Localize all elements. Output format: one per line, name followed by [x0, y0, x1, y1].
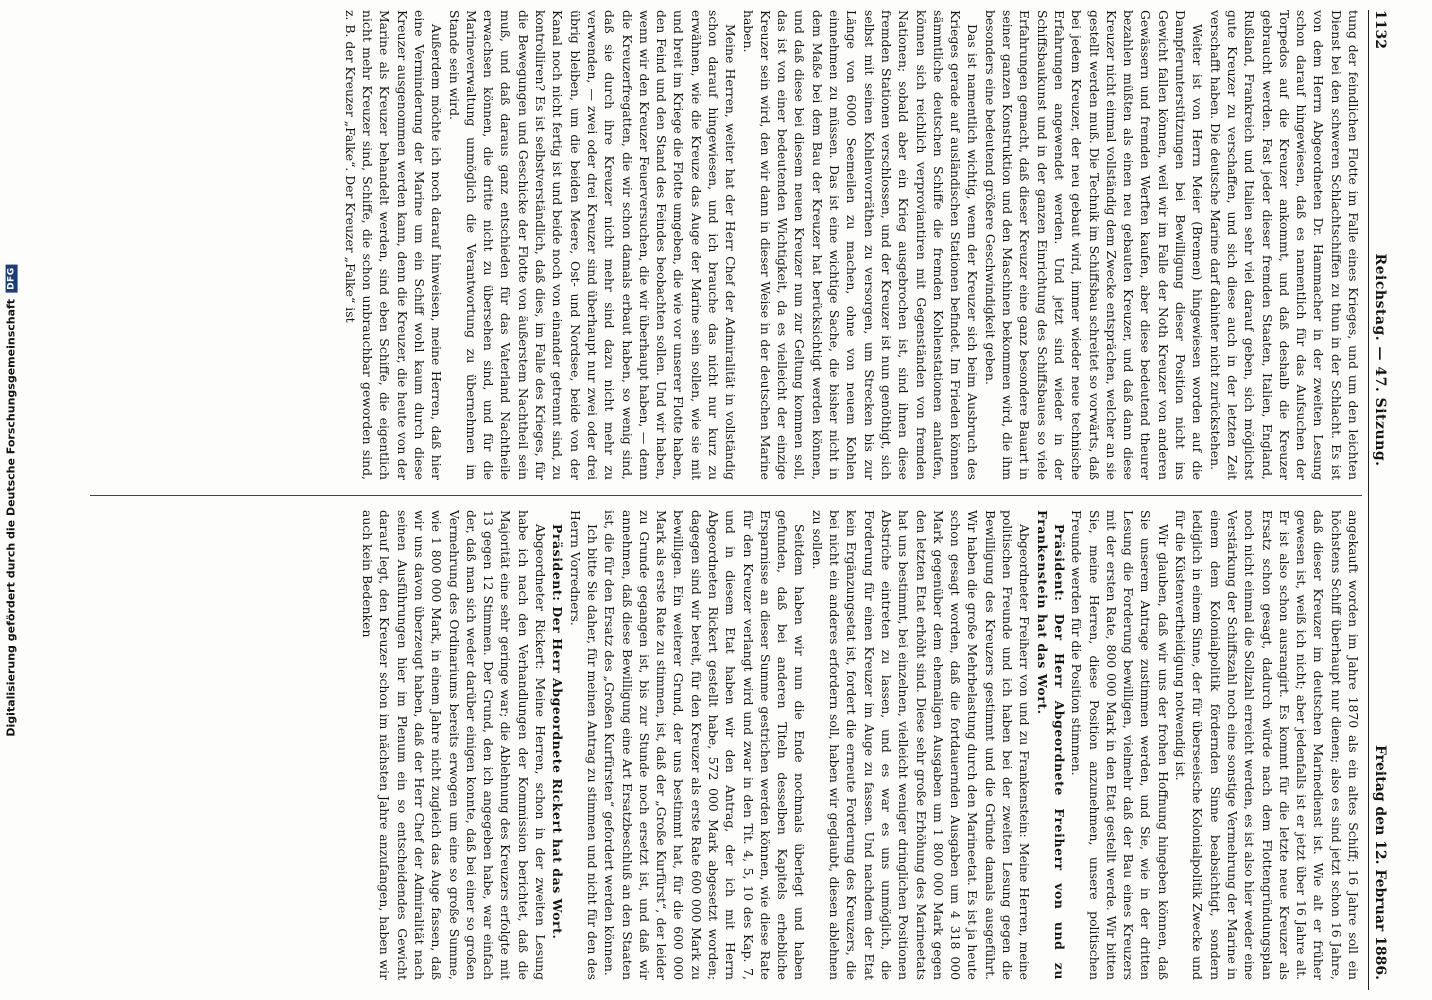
- paragraph: Ich bitte Sie daher, für meinen Antrag zu stimmen und nicht für den des Herrn Vorredners.: [567, 510, 600, 980]
- right-column: [80, 510, 1362, 980]
- page-header: [1368, 10, 1402, 990]
- session-date: Freitag den 12. Februar 1886.: [1372, 744, 1388, 980]
- speaker-paragraph: Präsident: Der Herr Abgeordnete Rickert hat das Wort.: [550, 524, 566, 940]
- digitization-credit: [0, 0, 22, 1000]
- paragraph: Das ist namentlich wichtig, wenn der Kreuzer sich beim Ausbruch des Krieges gerade auf ausländischen Stationen befindet. Im Frieden können sämmtliche deutschen Schiffe die fremden Kohlenstationen anlaufen, können sich reichlich verproviantiren mit Gegenständen von fremden Nationen; sobald aber ein Krieg ausgebrochen ist, sind ihnen diese fremden Stationen verschlossen, und der Kreuzer ist nun genöthigt, sich selbst mit seinen Kohlenvorräthen zu versorgen, um Strecken bis zur Länge von 6000 Seemeilen zu machen, ohne von neuem Kohlen einnehmen zu müssen. Das ist eine wichtige Sache, die bisher nicht in dem Maße bei dem Bau der Kreuzer hat berücksichtigt werden können, und daß diese bei diesem neuen Kreuzer nun zur Geltung kommen soll, das ist von einer bedeutenden Wichtigkeit, da es vielleicht der einzige Kreuzer sein wird, den wir dann in dieser Weise in der deutschen Marine haben.: [740, 10, 981, 480]
- page-body: [80, 10, 1402, 990]
- paragraph: angekauft worden im Jahre 1870 als ein altes Schiff; 16 Jahre soll ein höchstens Schiff überhaupt nur dienen; also es sind jetzt schon 16 Jahre, daß dieser Kreuzer im deutschen Marinedienst ist. Wie alt er früher gewesen ist, weiß ich nicht; aber jedenfalls ist er jetzt über 16 Jahre alt. Er ist also schon ausrangirt. Es kommt für die letzte neue Kreuzer als Ersatz schon gesagt, dadurch würde nach dem Flottengründungsplan noch nicht einmal die Sollzahl erreicht werden, es ist also hier weder eine Verstärkung der Schiffszahl noch eine sonstige Vermehrung der Marine in einem dem Kolonialpolitik fördernden Sinne beabsichtigt, sondern lediglich in einem Sinne, der für überseeische Kolonialpolitik Zwecke und für die Küstenvertheidigung notwendig ist.: [1173, 510, 1361, 980]
- paragraph: Meine Herren, weiter hat der Herr Chef der Admiralität in vollständig schon darauf hingewiesen, und ich brauche das nicht nur kurz zu erwähnen, wie die Kreuze das Auge der Marine sein sollen, wie sie mit und breit im Kriege die Flotte umgeben, die wie vor unserer Flotte haben, den Feind und den Stand des Feindes beobachten sollen. Und wir haben, wenn wir den Kreuzer Feuerversuchen, die wir überhaupt haben, — denn die Kreuzerfregatten, die wir schon damals erbaut haben, so wenig sind, daß sie durch ihre Kreuzer nicht mehr sind dazu nicht mehr zu verwenden, — zwei oder drei Kreuzer sind überhaupt nur zwei oder drei übrig bleiben, um die beiden Meere, Ost- und Nordsee, beide von der Kanal noch nicht fertig ist und beide noch von einander getrennt sind, zu kontrolliren? Es ist selbstverständlich, daß dies, im Falle des Krieges, für die Bewegungen und Geschicke der Flotte von äußerstem Nachtheil sein muß, und daß daraus ganz entschieden für das Vaterland Nachtheile erwachsen können, die dritte nicht zu übersehen sind, und für die Marineverwaltung unmöglich die Verantwortung zu übernehmen im Stande sein wird.: [446, 10, 739, 480]
- paragraph: tung der feindlichen Flotte im Falle eines Krieges, und um den leichten Dienst bei den schweren Schlachtschiffen zu thun in der Schlacht. Es ist von dem Herrn Abgeordneten Dr. Hammacher in der zweiten Lesung schon darauf hingewiesen, daß es namentlich für das Aufsuchen der Torpedos auf die Kreuzer ankommt, und daß deshalb die Kreuzer gebraucht werden. Fast jeder dieser fremden Staaten, Italien, England, Rußland, Frankreich und Italien sehr viel darauf geben, sich möglichst gute Kreuzer zu verschaffen, und sich diese auch in der letzten Zeit verschafft haben. Die deutsche Marine darf dahinter nicht zurückstehen.: [1207, 10, 1361, 480]
- credit-text: Digitalisierung gefördert durch die Deutsche Forschungsgemeinschaft: [4, 298, 18, 737]
- running-title: Reichstag. — 47. Sitzung.: [1372, 253, 1388, 467]
- speaker-paragraph: Präsident: Der Herr Abgeordnete Freiherr von und zu Frankenstein hat das Wort.: [1034, 510, 1067, 980]
- page-number: 1132: [1372, 10, 1388, 49]
- paragraph: Außerdem möchte ich noch darauf hinweisen, meine Herren, daß hier eine Verminderung der Marine um ein Schiff wohl kaum durch diese Kreuzer ausgenommen werden kann, denn die Kreuzer, die heute von der Marine als Kreuzer behandelt werden, sind eben Schiffe, die eigentlich nicht mehr Kreuzer sind, Schiffe, die schon unbrauchbar geworden sind, z. B. der Kreuzer „Falke“. Der Kreuzer „Falke“ ist: [342, 10, 445, 480]
- paragraph: Wir glauben, daß wir uns der frohen Hoffnung hingeben können, daß Sie unserem Antrage zustimmen werden, und Sie, wie in der dritten Lesung die Forderung bewilligen, vielmehr daß der Bau eines Kreuzers mit der ersten Rate, 800 000 Mark in den Etat gestellt werde. Wir bitten Sie, meine Herren, diese Position anzunehmen, unsere politischen Freunde werden für die Position stimmen.: [1069, 510, 1171, 980]
- paragraph: Weiter ist von Herrn Meier (Bremen) hingewiesen worden auf die Dampferunterstützungen bei Bewilligung dieser Position nicht ins Gewicht fallen können, weil wir im Falle der Noth Kreuzer von anderen Gewässern und fremden Werften kaufen, aber diese bedeutend theurer bezahlen müßten als einen neu gebauten Kreuzer, und daß dann diese Kreuzer nicht einmal vollständig dem Zwecke entsprächen, welcher an sie gestellt werden muß. Die Technik im Schiffsbau schreitet so vorwärts, daß bei jedem Kreuzer, der neu gebaut wird, immer wieder neue technische Erfahrungen angewendet werden. Und jetzt sind wieder in der Schiffsbaukunst und in der ganzen Einrichtung des Schiffsbaues so viele Erfahrungen gemacht, daß dieser Kreuzer eine ganz besondere Bauart in seiner ganzen Konstruktion und den Maschinen bekommen wird, die ihm besonders eine bedeutend größere Geschwindigkeit geben.: [982, 10, 1206, 480]
- column-divider: [90, 495, 1362, 496]
- paragraph: Abgeordneter Freiherr von und zu Frankenstein: Meine Herren, meine politischen Freunde und ich haben bei der zweiten Lesung gegen die Bewilligung des Kreuzers gestimmt und die Gründe damals ausgeführt. Wir haben die große Mehrbelastung durch den Marineetat. Es ist ja heute schon gesagt worden, daß die fortdauernden Ausgaben um 4 318 000 Mark gegenüber dem ehemaligen Ausgaben um 1 800 000 Mark gegen den letzten Etat erhöht sind. Diese sehr große Erhöhung des Marineetats hat uns bestimmt, bei einzelnen, vielleicht weniger dringlichen Positionen Abstriche eintreten zu lassen, und es war es uns unmöglich, die Forderung für einen Kreuzer im Auge zu fassen. Und nachdem der Etat kein Ergänzungsetat ist, fordert die erneute Forderung des Kreuzers, die bei nicht ein anderes erfordern soll, haben wir geglaubt, diesen ablehnen zu sollen.: [809, 510, 1033, 980]
- paragraph: Seitdem haben wir nun die Ende nochmals überlegt und haben gefunden, daß bei anderen Titeln desselben Kapitels erhebliche Ersparnisse an dieser Summe gestrichen werden können, wie diese Rate für den Kreuzer verlangt wird und zwar in den Tit. 4, 5, 10 des Kap. 7, und in diesem Etat haben wir den Antrag, der ich mit Herrn Abgeordneten Rickert gestellt habe, 572 000 Mark abgesetzt worden; dagegen sind wir bereit, für den Kreuzer als erste Rate 600 000 Mark zu bewilligen. Ein weiterer Grund, der uns bestimmt hat, für die 600 000 Mark als erste Rate zu stimmen, ist, daß der „Große Kurfürst“, der leider zu Grunde gegangen ist, bis zur Stunde noch ersetzt ist, und daß wir annehmen, daß diese Bewilligung eine Art Ersatzbeschluß an den Staaten ist, die für den Ersatz des „Großen Kurfürsten“ gefordert werden können.: [602, 510, 808, 980]
- paragraph: Abgeordneter Rickert: Meine Herren, schon in der zweiten Lesung habe ich nach den Verhandlungen der Kommission berichtet, daß die Majorität eine sehr geringe war; die Ablehnung des Kreuzers erfolgte mit 13 gegen 12 Stimmen. Der Grund, den ich angegeben habe, war einfach der, daß man sich weder darüber einigen konnte, daß bei einer so großen Vermehrung des Ordinariums bereits erwogen um eine so große Summe, wie 1 800 000 Mark, in einem Jahre nicht zugleich das Auge fassen, daß wir uns davon überzeugt haben, daß der Herr Chef der Admiralität nach seinen Ausführungen hier im Plenum ein so entscheidendes Gewicht darauf legt, den Kreuzer schon im nächsten Jahre anzufangen, haben wir auch kein Bedenken: [360, 510, 549, 980]
- left-column: [80, 10, 1362, 480]
- dfg-logo-icon: DFG: [5, 264, 17, 293]
